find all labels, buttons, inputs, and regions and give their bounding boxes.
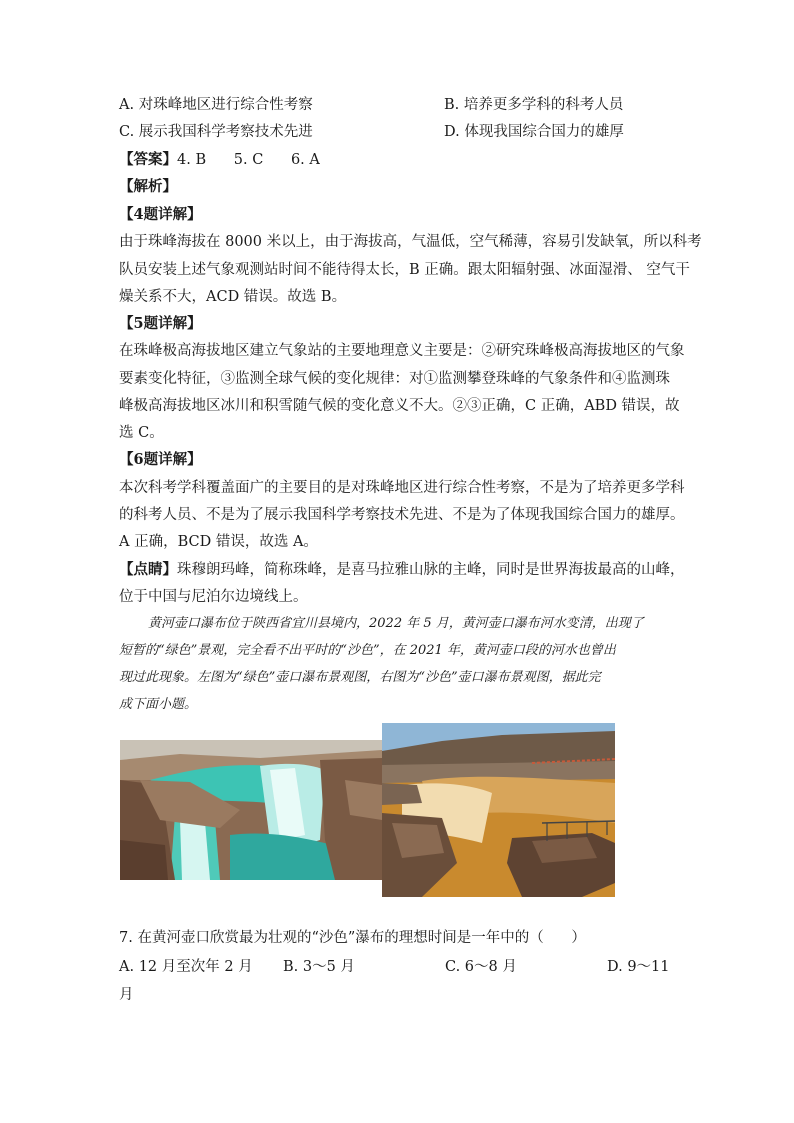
q4-line-1: 由于珠峰海拔在 8000 米以上，由于海拔高，气温低，空气稀薄，容易引发缺氧，所以科考 xyxy=(119,234,702,250)
q6-heading: 【6题详解】 xyxy=(119,451,202,468)
q5-heading: 【5题详解】 xyxy=(119,315,202,332)
q7-option-b: B. 3～5 月 xyxy=(283,959,355,975)
option-c: C. 展示我国科学考察技术先进 xyxy=(119,124,313,140)
q4-line-2: 队员安装上述气象观测站时间不能待得太长，B 正确。跟太阳辐射强、冰面湿滑、 空气干 xyxy=(119,262,690,278)
answer-text: 4. B 5. C 6. A xyxy=(177,152,320,168)
q7-stem: 7. 在黄河壶口欣赏最为壮观的“沙色”瀑布的理想时间是一年中的（ ） xyxy=(119,930,586,946)
comment-label: 【点睛】 xyxy=(119,561,177,578)
comment-line-2: 位于中国与尼泊尔边境线上。 xyxy=(119,589,308,605)
q5-line-3: 峰极高海拔地区冰川和积雪随气候的变化意义不大。②③正确，C 正确，ABD 错误，故 xyxy=(119,398,680,414)
answer-row xyxy=(119,150,320,170)
sand-waterfall-photo xyxy=(382,723,615,897)
passage-line-1: 黄河壶口瀑布位于陕西省宜川县境内，2022 年 5 月，黄河壶口瀑布河水变清，出现了 xyxy=(148,616,644,631)
option-b: B. 培养更多学科的科考人员 xyxy=(444,97,624,113)
q7-option-c: C. 6～8 月 xyxy=(445,959,517,975)
q7-option-a: A. 12 月至次年 2 月 xyxy=(119,959,253,975)
analysis-label: 【解析】 xyxy=(119,178,177,195)
q5-line-1: 在珠峰极高海拔地区建立气象站的主要地理意义主要是：②研究珠峰极高海拔地区的气象 xyxy=(119,343,685,359)
passage-line-3: 现过此现象。左图为“绿色”壶口瀑布景观图，右图为“沙色”壶口瀑布景观图，据此完 xyxy=(119,670,601,685)
comment-line-1: 珠穆朗玛峰，简称珠峰，是喜马拉雅山脉的主峰，同时是世界海拔最高的山峰， xyxy=(177,562,685,578)
passage-line-2: 短暂的“绿色”景观，完全看不出平时的“沙色”，在 2021 年，黄河壶口段的河水也曾出 xyxy=(119,643,616,658)
q6-line-3: A 正确，BCD 错误，故选 A。 xyxy=(119,534,318,550)
q6-line-1: 本次科考学科覆盖面广的主要目的是对珠峰地区进行综合性考察，不是为了培养更多学科 xyxy=(119,480,685,496)
q6-line-2: 的科考人员、不是为了展示我国科学考察技术先进、不是为了体现我国综合国力的雄厚。 xyxy=(119,507,685,523)
comment-row-1 xyxy=(119,560,685,580)
q4-line-3: 燥关系不大，ACD 错误。故选 B。 xyxy=(119,289,347,305)
q4-heading: 【4题详解】 xyxy=(119,206,202,223)
option-d: D. 体现我国综合国力的雄厚 xyxy=(444,124,624,140)
q5-line-4: 选 C。 xyxy=(119,425,164,441)
passage-line-4: 成下面小题。 xyxy=(119,697,198,712)
q7-option-d: D. 9～11 xyxy=(607,959,670,975)
q7-option-d-wrap: 月 xyxy=(119,987,134,1003)
option-a: A. 对珠峰地区进行综合性考察 xyxy=(119,97,313,113)
answer-label: 【答案】 xyxy=(119,151,177,168)
green-waterfall-photo xyxy=(120,740,382,880)
q5-line-2: 要素变化特征，③监测全球气候的变化规律：对①监测攀登珠峰的气象条件和④监测珠 xyxy=(119,371,670,387)
